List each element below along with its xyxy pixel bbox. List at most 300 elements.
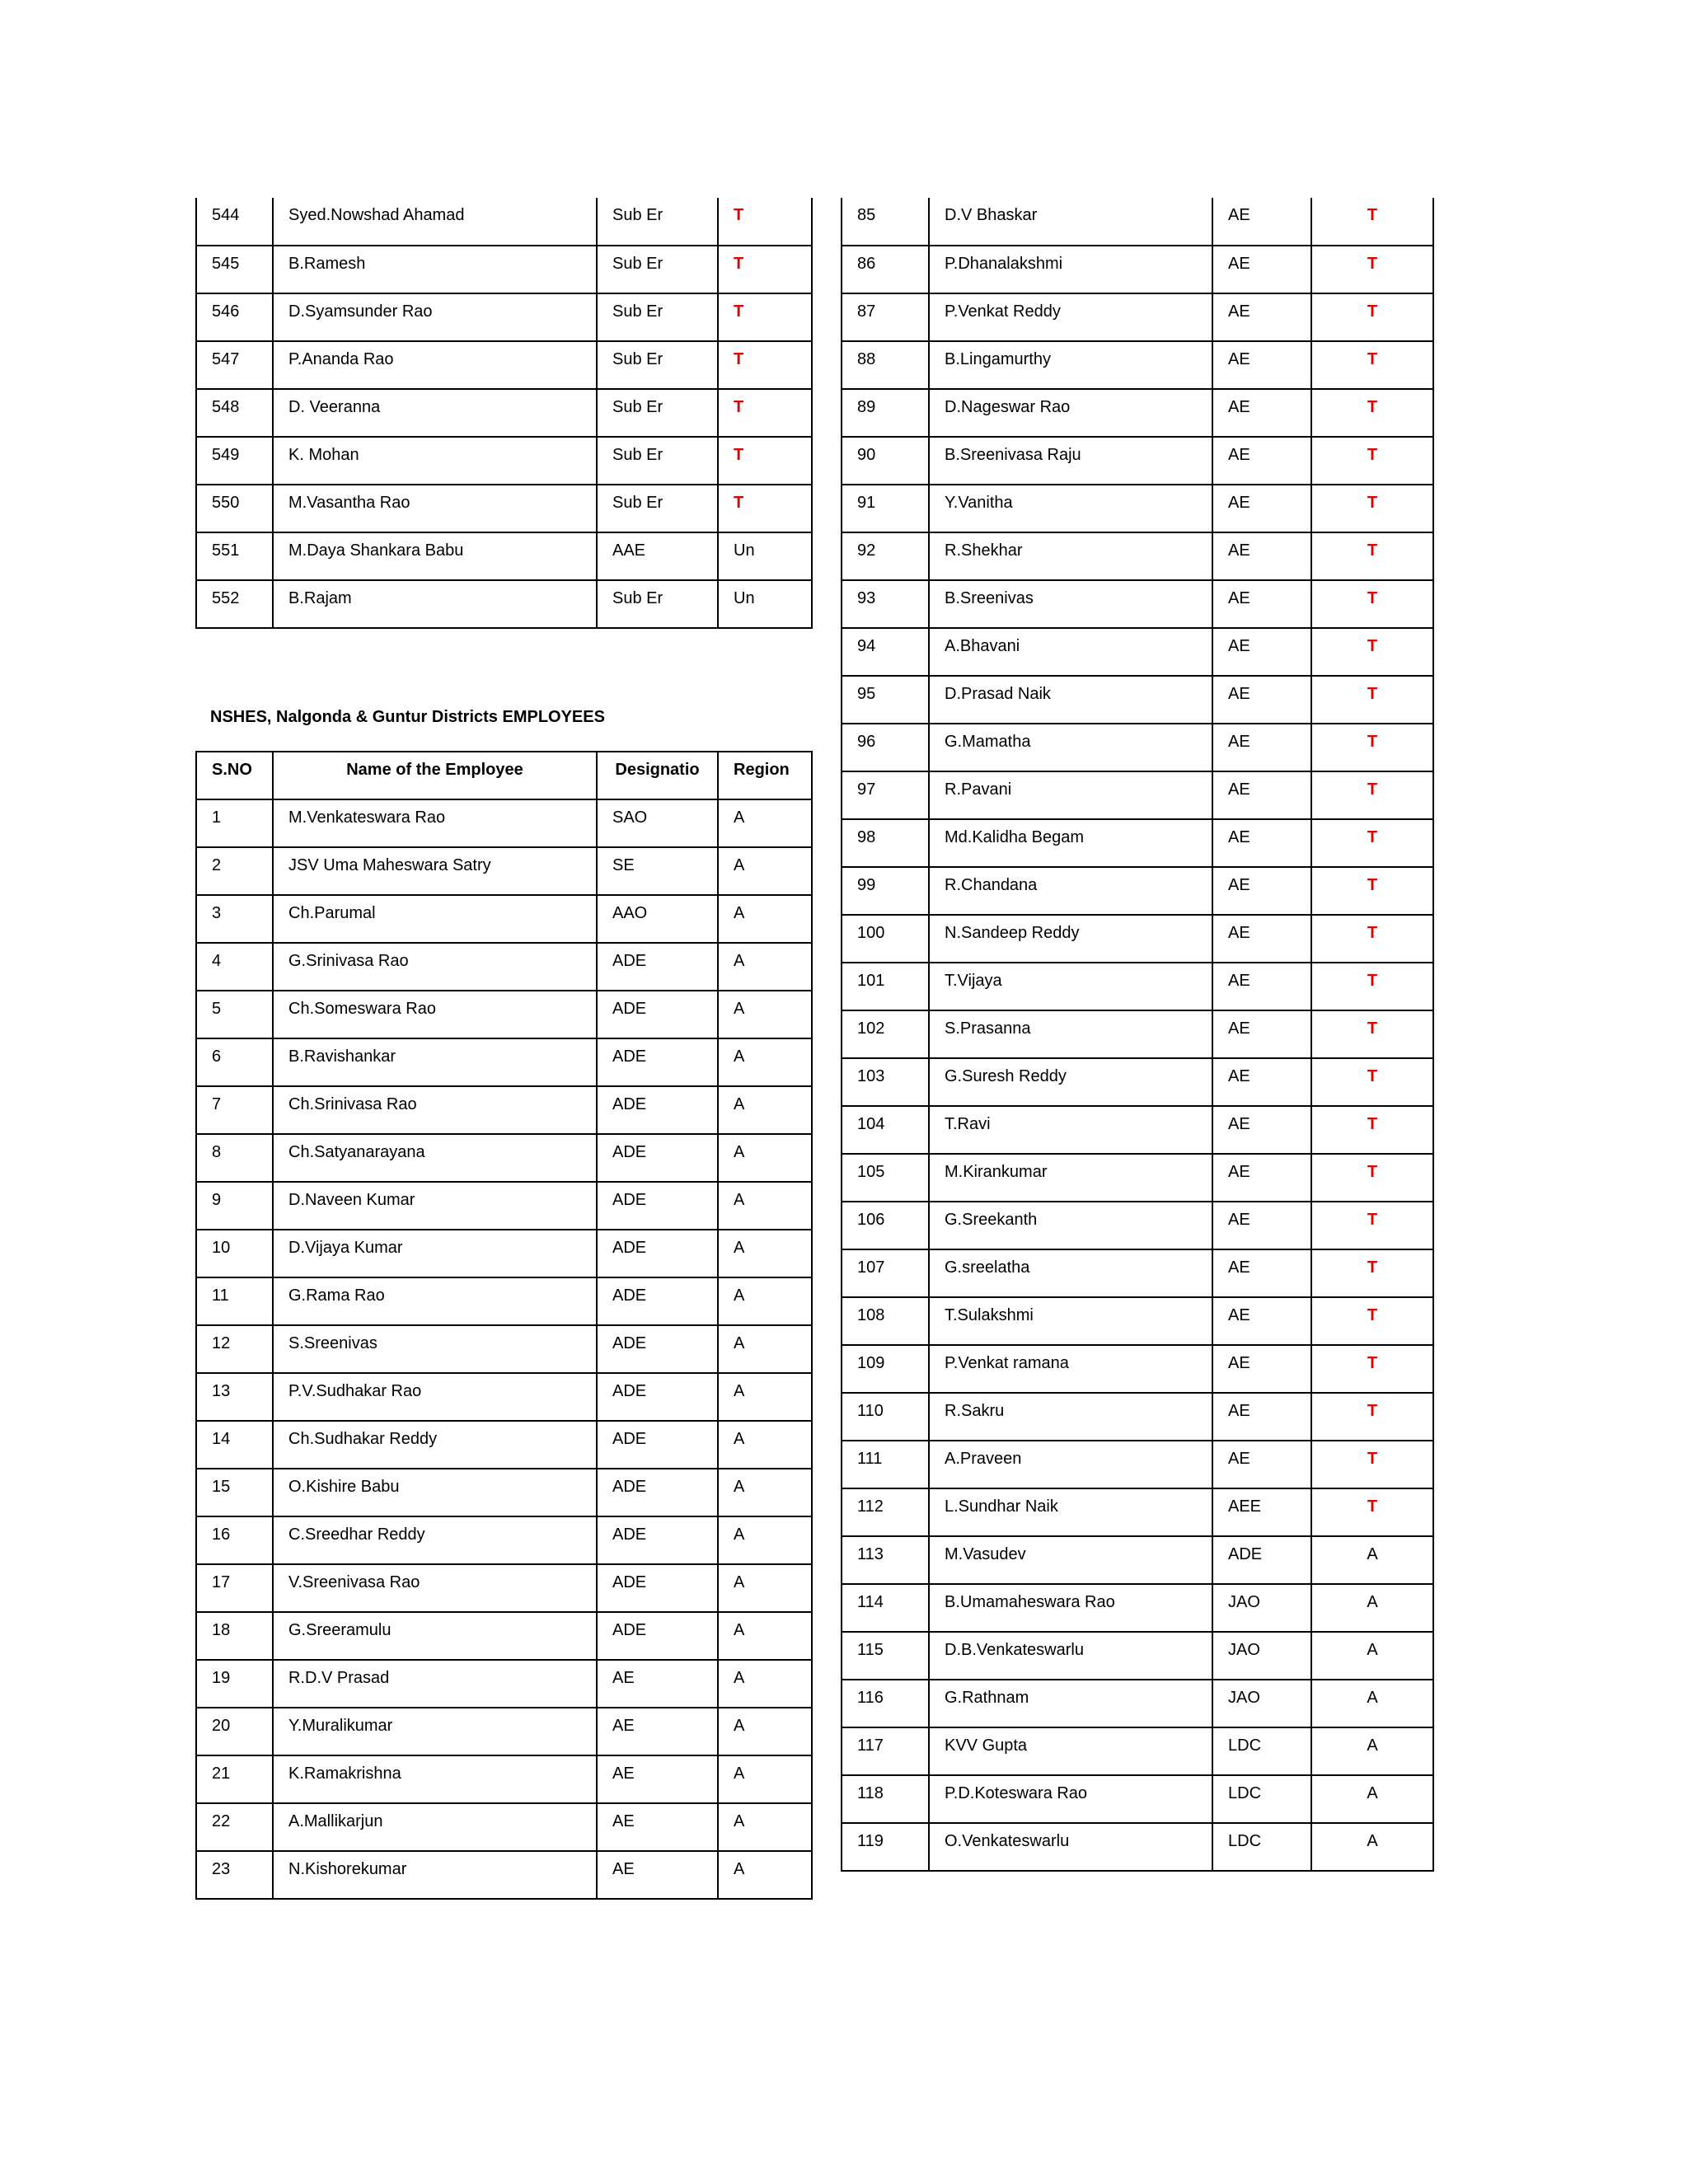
cell-name: T.Ravi	[929, 1106, 1212, 1154]
cell-region: T	[1311, 1249, 1433, 1297]
cell-designation: ADE	[597, 1373, 718, 1421]
cell-designation: Sub Er	[597, 437, 718, 485]
table-row	[842, 1632, 1433, 1680]
cell-region: T	[1311, 293, 1433, 341]
cell-region: T	[718, 437, 812, 485]
table-row	[196, 895, 812, 943]
table-row	[842, 1680, 1433, 1727]
cell-region: T	[1311, 437, 1433, 485]
cell-sno: 89	[842, 389, 929, 437]
header-sno: S.NO	[196, 752, 273, 799]
cell-name: M.Daya Shankara Babu	[273, 532, 597, 580]
cell-designation: AE	[1212, 1345, 1311, 1393]
cell-designation: AE	[597, 1803, 718, 1851]
cell-designation: AE	[1212, 293, 1311, 341]
table-row	[842, 1441, 1433, 1488]
table-row	[842, 532, 1433, 580]
cell-sno: 93	[842, 580, 929, 628]
cell-name: G.Mamatha	[929, 724, 1212, 771]
cell-region: T	[1311, 246, 1433, 293]
cell-name: L.Sundhar Naik	[929, 1488, 1212, 1536]
table-row	[842, 963, 1433, 1010]
cell-region: A	[718, 847, 812, 895]
cell-designation: ADE	[597, 1469, 718, 1516]
cell-designation: AE	[597, 1708, 718, 1755]
cell-region: A	[1311, 1727, 1433, 1775]
cell-sno: 91	[842, 485, 929, 532]
table-row	[196, 1325, 812, 1373]
cell-region: T	[1311, 771, 1433, 819]
header-region: Region	[718, 752, 812, 799]
cell-sno: 104	[842, 1106, 929, 1154]
cell-designation: LDC	[1212, 1823, 1311, 1871]
cell-designation: AE	[1212, 1154, 1311, 1202]
table-row	[842, 1106, 1433, 1154]
cell-sno: 4	[196, 943, 273, 991]
cell-sno: 86	[842, 246, 929, 293]
table-row	[842, 485, 1433, 532]
table-row	[196, 943, 812, 991]
table-row	[196, 198, 812, 246]
cell-region: A	[718, 1708, 812, 1755]
cell-name: R.D.V Prasad	[273, 1660, 597, 1708]
cell-sno: 88	[842, 341, 929, 389]
cell-designation: ADE	[597, 1182, 718, 1230]
cell-designation: AE	[1212, 724, 1311, 771]
cell-name: B.Rajam	[273, 580, 597, 628]
table-row	[842, 437, 1433, 485]
cell-designation: AE	[1212, 628, 1311, 676]
cell-designation: Sub Er	[597, 293, 718, 341]
cell-region: T	[1311, 1441, 1433, 1488]
cell-name: Ch.Someswara Rao	[273, 991, 597, 1038]
cell-region: A	[718, 1182, 812, 1230]
cell-name: S.Prasanna	[929, 1010, 1212, 1058]
cell-designation: ADE	[1212, 1536, 1311, 1584]
cell-name: B.Ramesh	[273, 246, 597, 293]
table-row	[842, 389, 1433, 437]
cell-sno: 95	[842, 676, 929, 724]
table-row	[842, 1345, 1433, 1393]
cell-region: T	[718, 293, 812, 341]
table-row	[842, 1297, 1433, 1345]
cell-region: A	[718, 1277, 812, 1325]
cell-region: T	[1311, 1058, 1433, 1106]
cell-name: Ch.Srinivasa Rao	[273, 1086, 597, 1134]
cell-sno: 551	[196, 532, 273, 580]
cell-name: R.Sakru	[929, 1393, 1212, 1441]
table-row	[842, 1249, 1433, 1297]
cell-region: T	[1311, 819, 1433, 867]
cell-sno: 10	[196, 1230, 273, 1277]
table-row	[842, 1775, 1433, 1823]
cell-sno: 107	[842, 1249, 929, 1297]
cell-name: G.Sreekanth	[929, 1202, 1212, 1249]
cell-region: A	[1311, 1536, 1433, 1584]
cell-name: G.Rama Rao	[273, 1277, 597, 1325]
cell-region: A	[1311, 1823, 1433, 1871]
cell-designation: Sub Er	[597, 389, 718, 437]
cell-name: S.Sreenivas	[273, 1325, 597, 1373]
cell-sno: 5	[196, 991, 273, 1038]
cell-sno: 85	[842, 198, 929, 246]
cell-region: A	[718, 1803, 812, 1851]
table-row	[196, 532, 812, 580]
cell-designation: ADE	[597, 1086, 718, 1134]
cell-region: T	[1311, 389, 1433, 437]
cell-name: G.Srinivasa Rao	[273, 943, 597, 991]
cell-name: K.Ramakrishna	[273, 1755, 597, 1803]
cell-region: T	[1311, 1488, 1433, 1536]
cell-region: A	[718, 1421, 812, 1469]
cell-sno: 100	[842, 915, 929, 963]
table-row	[196, 847, 812, 895]
table-row	[196, 799, 812, 847]
cell-sno: 1	[196, 799, 273, 847]
cell-sno: 98	[842, 819, 929, 867]
table-row	[196, 1612, 812, 1660]
employee-table	[195, 751, 813, 1900]
cell-name: G.Sreeramulu	[273, 1612, 597, 1660]
cell-designation: Sub Er	[597, 341, 718, 389]
cell-sno: 16	[196, 1516, 273, 1564]
cell-sno: 22	[196, 1803, 273, 1851]
header-designation: Designatio	[597, 752, 718, 799]
cell-sno: 7	[196, 1086, 273, 1134]
cell-designation: AE	[1212, 819, 1311, 867]
cell-designation: ADE	[597, 1564, 718, 1612]
cell-name: P.D.Koteswara Rao	[929, 1775, 1212, 1823]
cell-designation: AE	[1212, 389, 1311, 437]
cell-sno: 94	[842, 628, 929, 676]
table-row	[842, 1536, 1433, 1584]
table-row	[842, 819, 1433, 867]
cell-sno: 115	[842, 1632, 929, 1680]
cell-sno: 13	[196, 1373, 273, 1421]
cell-name: Y.Vanitha	[929, 485, 1212, 532]
cell-designation: ADE	[597, 1612, 718, 1660]
cell-designation: JAO	[1212, 1584, 1311, 1632]
table-row	[196, 1803, 812, 1851]
cell-sno: 108	[842, 1297, 929, 1345]
cell-name: M.Vasantha Rao	[273, 485, 597, 532]
cell-designation: AE	[1212, 1202, 1311, 1249]
cell-sno: 99	[842, 867, 929, 915]
cell-sno: 113	[842, 1536, 929, 1584]
cell-name: D.Prasad Naik	[929, 676, 1212, 724]
cell-name: D.V Bhaskar	[929, 198, 1212, 246]
cell-sno: 17	[196, 1564, 273, 1612]
cell-sno: 114	[842, 1584, 929, 1632]
cell-designation: AE	[597, 1660, 718, 1708]
cell-region: T	[1311, 532, 1433, 580]
cell-designation: ADE	[597, 1277, 718, 1325]
cell-designation: AE	[1212, 1106, 1311, 1154]
cell-region: A	[718, 1230, 812, 1277]
cell-region: A	[718, 991, 812, 1038]
table-row	[196, 1373, 812, 1421]
header-name: Name of the Employee	[273, 752, 597, 799]
cell-designation: AE	[1212, 1058, 1311, 1106]
cell-name: B.Umamaheswara Rao	[929, 1584, 1212, 1632]
cell-name: G.Rathnam	[929, 1680, 1212, 1727]
table-row	[842, 724, 1433, 771]
cell-region: T	[1311, 1345, 1433, 1393]
table-row	[196, 293, 812, 341]
cell-region: T	[1311, 1393, 1433, 1441]
table-row	[842, 1584, 1433, 1632]
cell-name: D.Nageswar Rao	[929, 389, 1212, 437]
cell-name: T.Sulakshmi	[929, 1297, 1212, 1345]
cell-designation: AE	[1212, 867, 1311, 915]
table-row	[196, 1516, 812, 1564]
cell-sno: 105	[842, 1154, 929, 1202]
employee-table-continued	[195, 198, 813, 629]
cell-sno: 92	[842, 532, 929, 580]
table-row	[842, 1727, 1433, 1775]
table-row	[842, 1058, 1433, 1106]
cell-name: D.Naveen Kumar	[273, 1182, 597, 1230]
cell-region: T	[1311, 915, 1433, 963]
table-row	[196, 1038, 812, 1086]
cell-region: A	[718, 943, 812, 991]
table-row	[196, 485, 812, 532]
cell-designation: AE	[597, 1851, 718, 1899]
cell-name: B.Ravishankar	[273, 1038, 597, 1086]
cell-sno: 90	[842, 437, 929, 485]
table-row	[196, 1708, 812, 1755]
cell-designation: LDC	[1212, 1775, 1311, 1823]
cell-name: A.Bhavani	[929, 628, 1212, 676]
cell-name: P.Dhanalakshmi	[929, 246, 1212, 293]
cell-name: A.Praveen	[929, 1441, 1212, 1488]
cell-sno: 109	[842, 1345, 929, 1393]
cell-sno: 18	[196, 1612, 273, 1660]
cell-name: P.Ananda Rao	[273, 341, 597, 389]
cell-sno: 110	[842, 1393, 929, 1441]
cell-designation: LDC	[1212, 1727, 1311, 1775]
cell-region: Un	[718, 580, 812, 628]
cell-sno: 101	[842, 963, 929, 1010]
cell-designation: Sub Er	[597, 580, 718, 628]
cell-name: Ch.Satyanarayana	[273, 1134, 597, 1182]
cell-sno: 547	[196, 341, 273, 389]
cell-region: A	[718, 1564, 812, 1612]
cell-sno: 119	[842, 1823, 929, 1871]
cell-name: D. Veeranna	[273, 389, 597, 437]
cell-sno: 12	[196, 1325, 273, 1373]
cell-sno: 3	[196, 895, 273, 943]
cell-region: A	[718, 895, 812, 943]
table-row	[196, 1660, 812, 1708]
cell-name: R.Chandana	[929, 867, 1212, 915]
cell-designation: AE	[1212, 1441, 1311, 1488]
cell-name: P.V.Sudhakar Rao	[273, 1373, 597, 1421]
cell-region: T	[1311, 1297, 1433, 1345]
cell-region: T	[718, 341, 812, 389]
cell-designation: AAO	[597, 895, 718, 943]
cell-region: A	[1311, 1680, 1433, 1727]
table-row	[842, 580, 1433, 628]
cell-designation: AE	[1212, 198, 1311, 246]
cell-region: T	[1311, 867, 1433, 915]
cell-name: Md.Kalidha Begam	[929, 819, 1212, 867]
cell-region: A	[718, 1373, 812, 1421]
cell-designation: AE	[1212, 580, 1311, 628]
cell-name: Ch.Parumal	[273, 895, 597, 943]
cell-name: T.Vijaya	[929, 963, 1212, 1010]
cell-designation: ADE	[597, 1325, 718, 1373]
table-row	[196, 1469, 812, 1516]
cell-name: B.Lingamurthy	[929, 341, 1212, 389]
cell-designation: ADE	[597, 1038, 718, 1086]
cell-name: N.Kishorekumar	[273, 1851, 597, 1899]
cell-name: Ch.Sudhakar Reddy	[273, 1421, 597, 1469]
cell-name: G.Suresh Reddy	[929, 1058, 1212, 1106]
cell-designation: AE	[1212, 485, 1311, 532]
cell-designation: AE	[1212, 915, 1311, 963]
table-row	[842, 1488, 1433, 1536]
cell-name: Y.Muralikumar	[273, 1708, 597, 1755]
section-title: NSHES, Nalgonda & Guntur Districts EMPLOYEES	[210, 708, 605, 726]
cell-designation: ADE	[597, 991, 718, 1038]
cell-sno: 87	[842, 293, 929, 341]
cell-designation: AE	[1212, 771, 1311, 819]
table-row	[196, 1277, 812, 1325]
cell-designation: JAO	[1212, 1632, 1311, 1680]
cell-sno: 106	[842, 1202, 929, 1249]
cell-designation: AE	[1212, 341, 1311, 389]
table-row	[196, 1086, 812, 1134]
cell-sno: 9	[196, 1182, 273, 1230]
cell-region: A	[718, 1755, 812, 1803]
table-row	[196, 1421, 812, 1469]
cell-sno: 6	[196, 1038, 273, 1086]
employee-table-right	[841, 198, 1434, 1872]
cell-designation: JAO	[1212, 1680, 1311, 1727]
table-row	[842, 1010, 1433, 1058]
cell-name: K. Mohan	[273, 437, 597, 485]
table-row	[842, 293, 1433, 341]
cell-name: B.Sreenivasa Raju	[929, 437, 1212, 485]
cell-designation: ADE	[597, 1421, 718, 1469]
cell-name: G.sreelatha	[929, 1249, 1212, 1297]
table-row	[196, 437, 812, 485]
cell-designation: Sub Er	[597, 198, 718, 246]
cell-region: A	[718, 1516, 812, 1564]
cell-designation: AE	[1212, 1249, 1311, 1297]
cell-sno: 11	[196, 1277, 273, 1325]
cell-name: O.Kishire Babu	[273, 1469, 597, 1516]
cell-region: A	[718, 1851, 812, 1899]
cell-sno: 549	[196, 437, 273, 485]
cell-name: O.Venkateswarlu	[929, 1823, 1212, 1871]
cell-designation: AE	[1212, 437, 1311, 485]
cell-name: JSV Uma Maheswara Satry	[273, 847, 597, 895]
cell-designation: AE	[597, 1755, 718, 1803]
cell-sno: 111	[842, 1441, 929, 1488]
cell-region: T	[1311, 1202, 1433, 1249]
cell-name: C.Sreedhar Reddy	[273, 1516, 597, 1564]
cell-sno: 103	[842, 1058, 929, 1106]
cell-sno: 20	[196, 1708, 273, 1755]
cell-designation: ADE	[597, 1230, 718, 1277]
cell-region: A	[1311, 1584, 1433, 1632]
cell-region: A	[718, 1612, 812, 1660]
cell-sno: 23	[196, 1851, 273, 1899]
cell-designation: AE	[1212, 246, 1311, 293]
cell-region: T	[1311, 580, 1433, 628]
cell-name: M.Vasudev	[929, 1536, 1212, 1584]
table-row	[842, 867, 1433, 915]
cell-sno: 546	[196, 293, 273, 341]
cell-designation: SE	[597, 847, 718, 895]
cell-region: T	[1311, 628, 1433, 676]
cell-sno: 544	[196, 198, 273, 246]
cell-name: D.Syamsunder Rao	[273, 293, 597, 341]
cell-name: KVV Gupta	[929, 1727, 1212, 1775]
cell-name: R.Pavani	[929, 771, 1212, 819]
cell-name: Syed.Nowshad Ahamad	[273, 198, 597, 246]
table-row	[196, 1230, 812, 1277]
cell-region: T	[718, 198, 812, 246]
cell-region: T	[1311, 1010, 1433, 1058]
cell-region: T	[1311, 485, 1433, 532]
table-row	[196, 991, 812, 1038]
cell-region: T	[1311, 963, 1433, 1010]
cell-region: T	[1311, 676, 1433, 724]
cell-name: P.Venkat Reddy	[929, 293, 1212, 341]
table-row	[196, 389, 812, 437]
table-row	[842, 246, 1433, 293]
cell-designation: ADE	[597, 1516, 718, 1564]
cell-designation: AE	[1212, 532, 1311, 580]
cell-sno: 552	[196, 580, 273, 628]
cell-sno: 550	[196, 485, 273, 532]
cell-sno: 21	[196, 1755, 273, 1803]
cell-sno: 117	[842, 1727, 929, 1775]
cell-region: A	[718, 799, 812, 847]
table-row	[842, 915, 1433, 963]
table-row	[842, 628, 1433, 676]
cell-region: T	[718, 246, 812, 293]
table-row	[196, 1851, 812, 1899]
cell-designation: AE	[1212, 1393, 1311, 1441]
cell-sno: 545	[196, 246, 273, 293]
table-row	[842, 1823, 1433, 1871]
table-row	[196, 1134, 812, 1182]
cell-sno: 96	[842, 724, 929, 771]
table-header-row	[196, 752, 812, 799]
cell-region: A	[718, 1469, 812, 1516]
cell-sno: 15	[196, 1469, 273, 1516]
cell-name: N.Sandeep Reddy	[929, 915, 1212, 963]
cell-designation: AE	[1212, 1297, 1311, 1345]
table-row	[196, 580, 812, 628]
cell-name: B.Sreenivas	[929, 580, 1212, 628]
cell-region: T	[718, 485, 812, 532]
cell-sno: 102	[842, 1010, 929, 1058]
table-row	[842, 676, 1433, 724]
cell-region: A	[718, 1660, 812, 1708]
cell-name: D.Vijaya Kumar	[273, 1230, 597, 1277]
cell-name: M.Venkateswara Rao	[273, 799, 597, 847]
cell-sno: 2	[196, 847, 273, 895]
table-row	[842, 341, 1433, 389]
cell-sno: 14	[196, 1421, 273, 1469]
table-row	[842, 1393, 1433, 1441]
table-row	[842, 771, 1433, 819]
